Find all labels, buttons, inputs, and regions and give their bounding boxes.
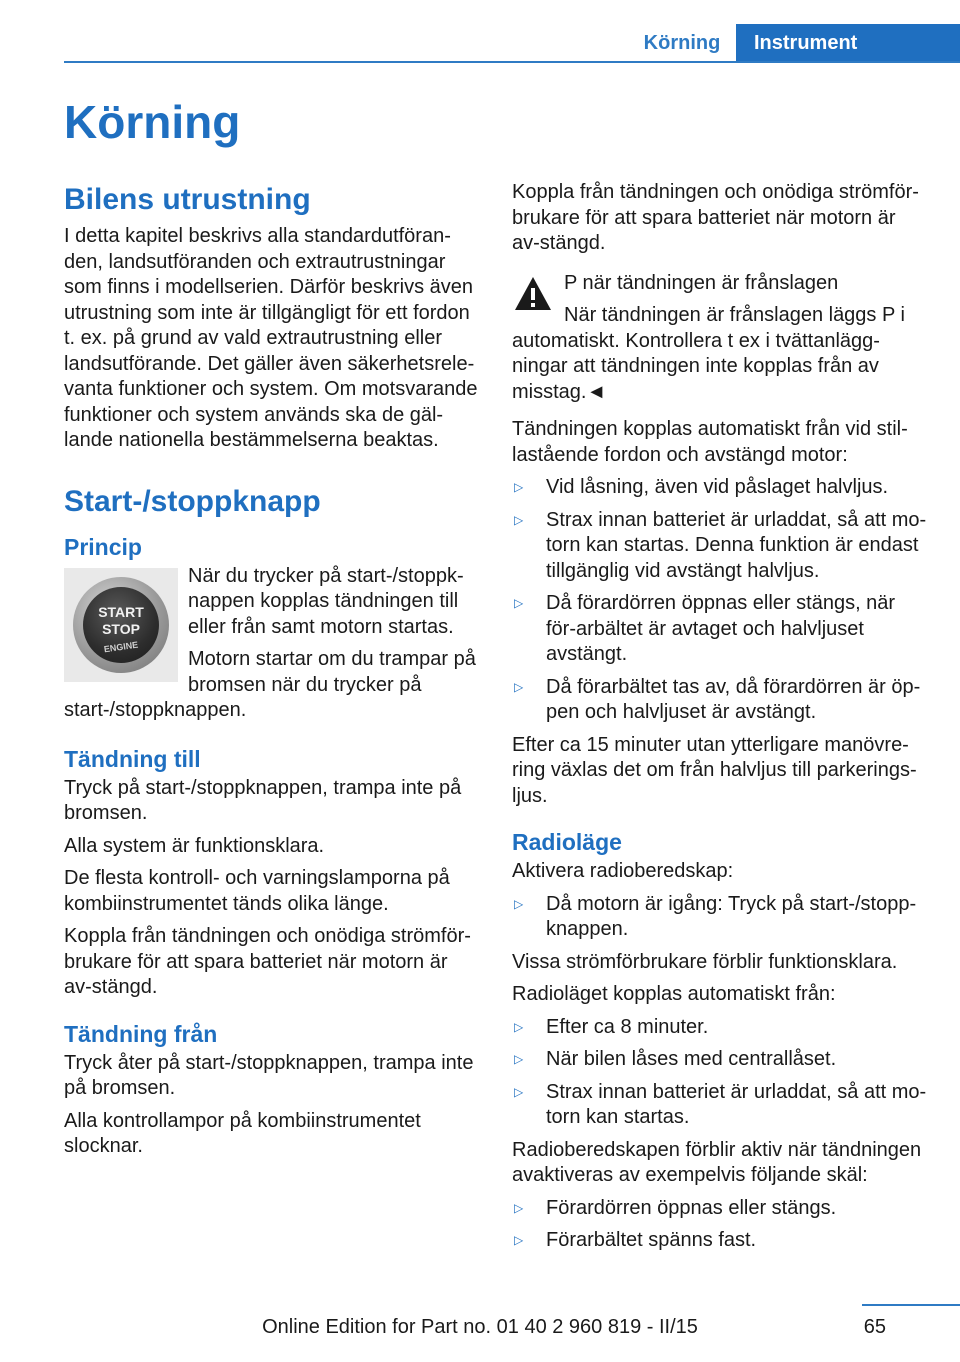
right-paragraph-2: Tändningen kopplas automatiskt från vid stil-lastående fordon och avstängd motor: (512, 418, 908, 466)
header-tab-section[interactable]: Instrument (736, 24, 960, 62)
warning-box (512, 269, 928, 406)
triangle-right-icon: ▷ (514, 1084, 524, 1099)
section-title-equipment: Bilens utrustning (64, 183, 311, 216)
list-item: ▷ Då förardörren öppnas eller stängs, när för-arbältet är avtaget och halvljuset avstängt. (514, 592, 896, 665)
list-item: ▷ Strax innan batteriet är urladdat, så att mo-torn kan startas. (514, 1080, 927, 1128)
list-item: ▷ Förardörren öppnas eller stängs. (512, 1196, 928, 1222)
list-item: ▷ Vid låsning, även vid påslaget halvljus. (512, 475, 928, 501)
triangle-right-icon: ▷ (514, 512, 524, 527)
list-item: ▷ När bilen låses med centrallåset. (512, 1047, 928, 1073)
list-item: ▷ Strax innan batteriet är urladdat, så att mo-torn kan startas. Denna funktion är endast tillgänglig vid avstängt halvljus. (514, 508, 927, 582)
principle-paragraph-2: Motorn startar om du trampar på bromsen när du trycker på start-/stoppknappen. (64, 648, 476, 721)
right-paragraph-4: Aktivera radioberedskap: (512, 860, 734, 882)
equipment-paragraph: I detta kapitel beskrivs alla standardutföran-den, landsutföranden och extrautrustningar som finns i modellserien. Därför beskrivs även utrustning som inte är tillgängligt för ett fordon t. ex. på grund av vald extrautrustning eller landsutförande. Det gäller även säkerhetsrele-vanta funktioner och system. Om motsvarande funktioner och system används ska de gäl-lande nationella bestämmelserna beaktas. (64, 225, 478, 451)
ignition-on-paragraph-4: Koppla från tändningen och onödiga strömför-brukare för att spara batteriet när motorn är av-stängd. (64, 925, 471, 998)
warning-heading: P när tändningen är frånslagen (564, 271, 839, 294)
warning-triangle-icon (512, 273, 554, 315)
warning-text: När tändningen är frånslagen läggs P i automatiskt. Kontrollera t ex i tvättanlägg-ningar att tändningen inte kopplas från av misstag.◄ (512, 304, 905, 403)
ignition-off-paragraph-1: Tryck åter på start-/stoppknappen, trampa inte på bromsen. (64, 1051, 474, 1099)
button-label-stop: STOP (102, 620, 140, 637)
right-column (512, 180, 928, 1261)
list-item: ▷ Då motorn är igång: Tryck på start-/stopp-knappen. (514, 892, 917, 940)
right-paragraph-5: Vissa strömförbrukare förblir funktionsklara. (512, 950, 898, 973)
right-paragraph-1: Koppla från tändningen och onödiga strömför-brukare för att spara batteriet när motorn är av-stängd. (512, 181, 919, 254)
triangle-right-icon: ▷ (514, 1052, 524, 1066)
subsection-title-radio: Radioläge (512, 829, 622, 855)
subsection-title-ignition-off: Tändning från (64, 1020, 218, 1047)
ignition-on-paragraph-1: Tryck på start-/stoppknappen, trampa inte på bromsen. (64, 776, 462, 824)
header-tab-chapter[interactable]: Körning (643, 32, 721, 54)
list-item: ▷ Då förarbältet tas av, då förardörren är öp-pen och halvljuset är avstängt. (514, 675, 921, 723)
page-number: 65 (863, 1316, 886, 1338)
ignition-on-paragraph-3: De flesta kontroll- och varningslamporna på kombiinstrumentet tänds olika länge. (64, 867, 450, 915)
radio-off-list (512, 1015, 928, 1131)
footer-rule (862, 1304, 960, 1306)
button-label-start: START (98, 603, 144, 620)
right-paragraph-6: Radioläget kopplas automatiskt från: (512, 983, 836, 1005)
radio-activate-list (512, 892, 928, 943)
section-title-start-stop: Start-/stoppknapp (64, 484, 321, 518)
ignition-on-paragraph-2: Alla system är funktionsklara. (64, 834, 325, 857)
triangle-right-icon: ▷ (514, 1233, 524, 1247)
left-column (64, 180, 480, 1167)
list-item: ▷ Förarbältet spänns fast. (512, 1228, 928, 1254)
header-rule (64, 61, 960, 63)
radio-active-list (512, 1196, 928, 1254)
footer-edition: Online Edition for Part no. 01 40 2 960 819 - II/15 (262, 1316, 698, 1338)
triangle-right-icon: ▷ (514, 679, 524, 694)
triangle-right-icon: ▷ (514, 1200, 524, 1215)
ignition-off-paragraph-2: Alla kontrollampor på kombiinstrumentet slocknar. (64, 1109, 421, 1157)
right-paragraph-3: Efter ca 15 minuter utan ytterligare manövre-ring växlas det om från halvljus till parkerings-ljus. (512, 733, 917, 807)
subsection-title-ignition-on: Tändning till (64, 745, 201, 772)
button-face (83, 587, 159, 663)
triangle-right-icon: ▷ (514, 596, 524, 610)
subsection-title-principle: Princip (64, 533, 142, 560)
triangle-right-icon: ▷ (514, 480, 524, 494)
chapter-title: Körning (64, 96, 241, 148)
button-label-engine: ENGINE (103, 639, 139, 654)
start-stop-button-image (64, 568, 178, 682)
right-paragraph-7: Radioberedskapen förblir aktiv när tändningen avaktiveras av exempelvis följande skäl: (512, 1138, 922, 1186)
triangle-right-icon: ▷ (514, 896, 524, 911)
auto-off-list (512, 475, 928, 726)
triangle-right-icon: ▷ (514, 1019, 524, 1034)
principle-paragraph-1: När du trycker på start-/stoppk-nappen kopplas tändningen till eller från samt motorn startas. (188, 564, 464, 638)
list-item: ▷ Efter ca 8 minuter. (512, 1015, 928, 1041)
